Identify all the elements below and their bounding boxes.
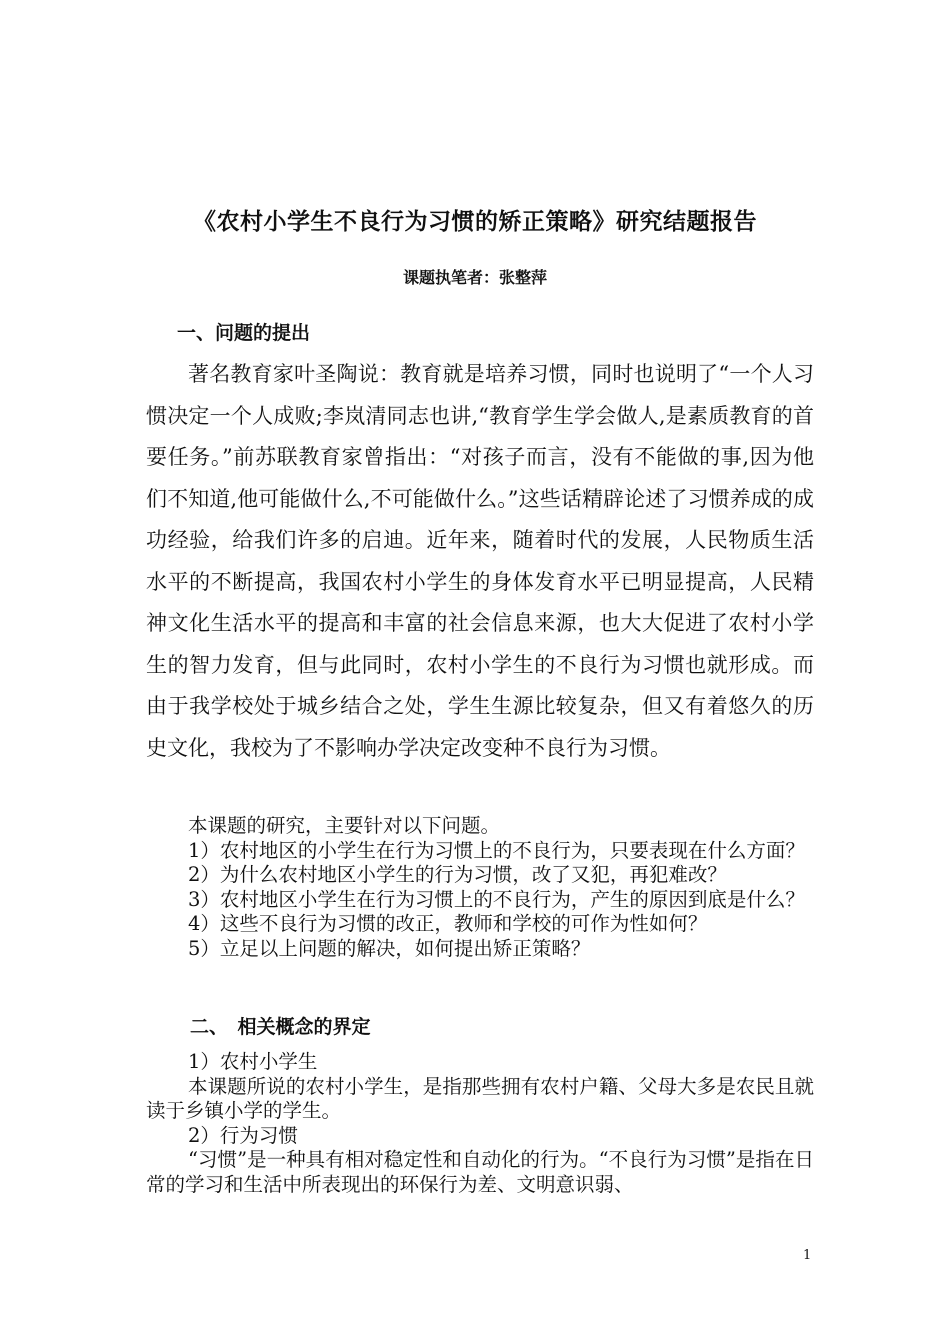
questions-intro: 本课题的研究，主要针对以下问题。 <box>188 814 501 837</box>
section-heading-concepts: 二、 相关概念的界定 <box>190 1016 371 1038</box>
concept-item: 本课题所说的农村小学生，是指那些拥有农村户籍、父母大多是农民且就读于乡镇小学的学生。 <box>146 1074 814 1122</box>
question-item: 3）农村地区小学生在行为习惯上的不良行为，产生的原因到底是什么？ <box>188 887 805 911</box>
document-title: 《农村小学生不良行为习惯的矫正策略》研究结题报告 <box>193 209 757 235</box>
page-number: 1 <box>803 1248 812 1263</box>
question-item: 5）立足以上问题的解决，如何提出矫正策略？ <box>188 936 591 960</box>
research-questions <box>146 814 814 961</box>
question-item: 2）为什么农村地区小学生的行为习惯，改了又犯，再犯难改？ <box>188 863 727 886</box>
body-paragraph: 著名教育家叶圣陶说：教育就是培养习惯，同时也说明了“一个人习惯决定一个人成败;李岚清同志也讲,“教育学生学会做人,是素质教育的首要任务。”前苏联教育家曾指出：“对孩子而言，没有不能做的事,因为他们不知道,他可能做什么,不可能做什么。”这些话精辟论述了习惯养成的成功经验，给我们许多的启迪。近年来，随着时代的发展，人民物质生活水平的不断提高，我国农村小学生的身体发育水平已明显提高，人民精神文化生活水平的提高和丰富的社会信息来源，也大大促进了农村小学生的智力发育，但与此同时，农村小学生的不良行为习惯也就形成。而由于我学校处于城乡结合之处，学生生源比较复杂，但又有着悠久的历史文化，我校为了不影响办学决定改变种不良行为习惯。 <box>146 362 814 760</box>
question-item: 4）这些不良行为习惯的改正，教师和学校的可作为性如何？ <box>188 912 708 935</box>
question-item: 1）农村地区的小学生在行为习惯上的不良行为，只要表现在什么方面？ <box>188 838 805 862</box>
concept-definitions <box>146 1050 814 1197</box>
concept-item: 2）行为习惯 <box>188 1123 298 1147</box>
section-heading-problem: 一、问题的提出 <box>177 322 311 344</box>
concept-item: 1）农村小学生 <box>188 1050 318 1073</box>
document-author: 课题执笔者：张整萍 <box>402 268 547 287</box>
concept-item: “习惯”是一种具有相对稳定性和自动化的行为。“不良行为习惯”是指在日常的学习和生活中所表现出的环保行为差、文明意识弱、 <box>146 1148 814 1196</box>
